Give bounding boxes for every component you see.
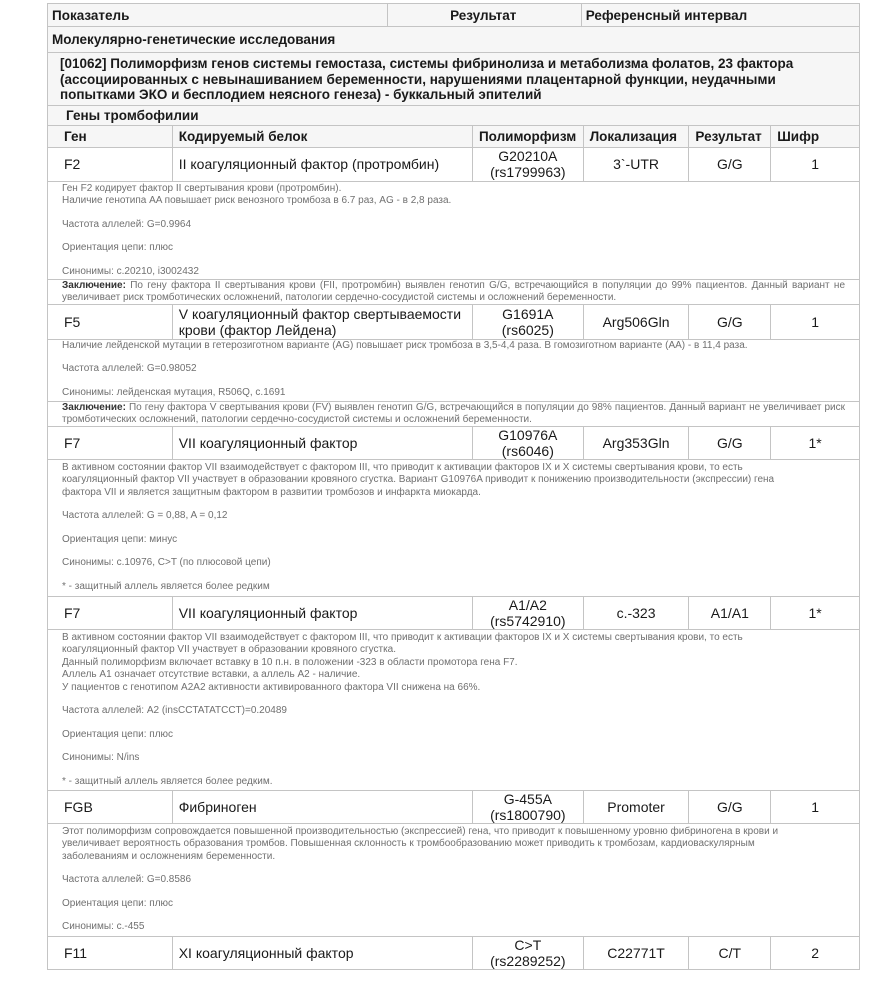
description-line: заболеваниям и осложнениям беременности. [62,850,276,862]
allele-frequency: Частота аллелей: G=0.8586 [62,874,192,885]
description-line: коагуляционный фактор VII участвует в образовании кровяного сгустка. [62,644,397,655]
code-cell: 1* [808,434,822,451]
polymorphism-rsid: (rs6025) [501,321,554,338]
description-line: В активном состоянии фактор VII взаимодействует с фактором III, что приводит к активации факторов IX и X системы свертывания крови, то есть [62,631,743,643]
group-title: Гены тромбофилии [47,106,860,126]
description-line: коагуляционный фактор VII участвует в образовании кровяного сгустка. Вариант G10976A приводит к понижению производительности (экспрессии) гена [62,474,775,485]
polymorphism-cell [473,937,584,969]
synonyms: Синонимы: лейденская мутация, R506Q, c.1691 [62,386,286,398]
col-gene: Ген [48,126,173,147]
gene-description [47,630,860,791]
synonyms: Синонимы: c.-455 [62,921,145,932]
code-cell: 2 [811,944,819,961]
section-title: Молекулярно-генетические исследования [47,27,860,53]
gene-cell: FGB [48,791,173,823]
col-polymorphism: Полиморфизм [473,126,584,147]
polymorphism-cell [473,148,584,181]
localization-cell: Arg353Gln [584,427,690,459]
code-cell: 1 [811,798,819,815]
polymorphism-rsid: (rs2289252) [490,952,566,969]
result-cell: A1/A1 [689,597,771,629]
gene-table-header [47,126,860,148]
result-cell: G/G [689,305,771,339]
col-code: Шифр [777,128,820,144]
conclusion-text: По гену фактора II свертывания крови (FII, протромбин) выявлен генотип G/G, встречающийся в популяции до 99% пациентов. Данный вариант не увеличивает риск тромботических осложнений, патологии сердечно-сосудистой системы и осложнений беременности. [62,279,846,303]
protein-cell: VII коагуляционный фактор [173,597,473,629]
gene-cell: F5 [48,305,173,339]
protein-cell: Фибриноген [173,791,473,823]
gene-cell: F11 [48,937,173,969]
protective-allele-note: * - защитный аллель является более редким. [62,775,273,787]
gene-description [47,340,860,402]
polymorphism-name: C>T [514,936,542,953]
strand-orientation: Ориентация цепи: плюс [62,728,174,740]
polymorphism-cell [473,597,584,629]
description-line: У пациентов с генотипом A2A2 активности активированного фактора VII снижена на 66%. [62,681,481,693]
code-cell: 1* [808,604,822,621]
polymorphism-name: G-455A [503,790,552,807]
col-result: Результат [689,126,771,147]
table-row [47,937,860,970]
conclusion-label: Заключение: [62,279,126,291]
gene-description [47,460,860,597]
test-title: [01062] Полиморфизм генов системы гемостаза, системы фибринолиза и метаболизма фолатов, 23 фактора (ассоциированных с невынашиванием беременности, нарушениями плацентарной функции, неудачными попытками ЭКО и бесплодием неясного генеза) - буккальный эпителий [47,53,860,106]
polymorphism-cell [473,791,584,823]
gene-cell: F7 [48,597,173,629]
conclusion [47,280,860,305]
localization-cell: Promoter [584,791,690,823]
polymorphism-name: G10976A [498,426,558,443]
result-cell: C/T [689,937,771,969]
header-indicator: Показатель [48,4,388,26]
localization-cell: 3`-UTR [584,148,690,181]
table-row [47,597,860,630]
gene-cell: F2 [48,148,173,181]
description-line: Этот полиморфизм сопровождается повышенной производительностью (экспрессией) гена, что приводит к повышенному уровню фибриногена в крови и [62,825,779,837]
conclusion [47,402,860,427]
code-cell: 1 [811,156,819,172]
code-cell: 1 [811,313,819,330]
strand-orientation: Ориентация цепи: минус [62,533,178,545]
protein-cell: V коагуляционный фактор свертываемости крови (фактор Лейдена) [173,305,473,339]
polymorphism-cell [473,305,584,339]
localization-cell: C22771T [584,937,690,969]
result-cell: G/G [689,791,771,823]
conclusion-text: По гену фактора V свертывания крови (FV) выявлен генотип G/G, встречающийся в популяции до 98% пациентов. Данный вариант не увеличивает риск тромботических осложнений, патологии сердечно-сосудистой системы и осложнений беременности. [62,401,845,425]
description-line: фактора VII и является защитным фактором в развитии тромбозов и инфаркта миокарда. [62,486,481,498]
gene-cell: F7 [48,427,173,459]
protein-cell: II коагуляционный фактор (протромбин) [173,148,473,181]
header-reference: Референсный интервал [585,7,748,23]
synonyms: Синонимы: c.10976, C>T (по плюсовой цепи) [62,557,271,568]
polymorphism-cell [473,427,584,459]
description-line: Данный полиморфизм включает вставку в 10 п.н. в положении -323 в области промотора гена F7. [62,656,518,668]
protein-cell: VII коагуляционный фактор [173,427,473,459]
description-line: увеличивает вероятность образования тромбов. Повышенная склонность к тромбообразованию может приводить к тромбозам, кардиоваскулярным [62,838,755,849]
report-header [47,3,860,27]
description-line: Наличие лейденской мутации в гетерозиготном варианте (AG) повышает риск тромбоза в 3,5-4,4 раза. В гомозиготном варианте (АА) - в 11,4 раза. [62,339,748,351]
synonyms: Синонимы: N/ins [62,752,140,763]
lab-report-sheet [47,3,860,970]
result-cell: G/G [689,148,771,181]
polymorphism-name: G20210A [498,148,558,164]
table-row [47,427,860,460]
table-row [47,791,860,824]
strand-orientation: Ориентация цепи: плюс [62,897,174,909]
allele-frequency: Частота аллелей: G = 0,88, A = 0,12 [62,510,228,521]
allele-frequency: Частота аллелей: G=0.98052 [62,363,197,374]
polymorphism-rsid: (rs1800790) [490,806,566,823]
protective-allele-note: * - защитный аллель является более редким [62,580,270,592]
polymorphism-name: G1691A [502,305,554,322]
allele-frequency: Частота аллелей: G=0.9964 [62,218,192,230]
table-row [47,305,860,340]
col-protein: Кодируемый белок [173,126,473,147]
polymorphism-rsid: (rs6046) [501,442,554,459]
synonyms: Синонимы: c.20210, i3002432 [62,265,199,277]
localization-cell: c.-323 [584,597,690,629]
gene-description [47,182,860,280]
polymorphism-rsid: (rs5742910) [490,612,566,629]
strand-orientation: Ориентация цепи: плюс [62,242,174,253]
polymorphism-name: A1/A2 [508,596,547,613]
header-result: Результат [388,4,582,26]
gene-description [47,824,860,937]
protein-cell: XI коагуляционный фактор [173,937,473,969]
table-row [47,148,860,182]
description-line: Наличие генотипа AA повышает риск венозного тромбоза в 6.7 раз, AG - в 2,8 раза. [62,195,452,206]
description-line: В активном состоянии фактор VII взаимодействует с фактором III, что приводит к активации факторов IX и X системы свертывания крови, то есть [62,461,743,473]
result-cell: G/G [689,427,771,459]
col-localization: Локализация [584,126,690,147]
description-line: Аллель A1 означает отсутствие вставки, а аллель A2 - наличие. [62,669,361,680]
localization-cell: Arg506Gln [584,305,690,339]
description-line: Ген F2 кодирует фактор II свертывания крови (протромбин). [62,182,342,194]
conclusion-label: Заключение: [62,401,126,413]
allele-frequency: Частота аллелей: A2 (insCCTATATCCT)=0.20489 [62,705,287,716]
polymorphism-rsid: (rs1799963) [490,164,566,180]
